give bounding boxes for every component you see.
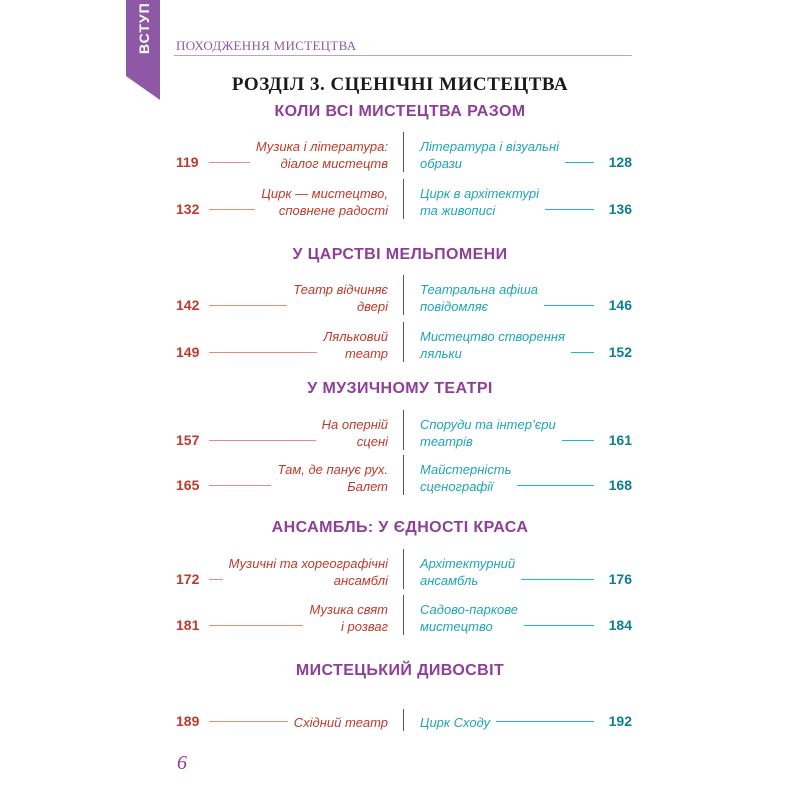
right-topic-title: [420, 328, 565, 362]
left-page-number: 165: [176, 477, 200, 493]
left-topic-line: ансамблі: [333, 573, 388, 588]
left-page-number: 181: [176, 617, 200, 633]
center-divider: [403, 275, 404, 315]
right-leader-line: [517, 485, 594, 486]
right-topic-line: Садово-паркове: [420, 602, 518, 617]
right-topic-line: Література і візуальні: [420, 139, 560, 154]
toc-row[interactable]: [0, 408, 800, 454]
left-topic-line: Східний театр: [293, 715, 388, 730]
left-topic-title: [294, 714, 388, 731]
right-topic-line: сценографії: [420, 479, 494, 494]
right-topic-line: Майстерність: [420, 462, 512, 477]
right-topic-title: [420, 281, 538, 315]
left-topic-line: діалог мистецтв: [280, 156, 388, 171]
right-topic-line: Мистецтво створення: [420, 329, 565, 344]
left-topic-line: Там, де панує рух.: [277, 462, 388, 477]
center-divider: [403, 455, 404, 495]
left-topic-title: [309, 601, 388, 635]
center-divider: [403, 179, 404, 219]
toc-row[interactable]: [0, 320, 800, 366]
left-leader-line: [209, 352, 317, 353]
left-page-number: 132: [176, 201, 200, 217]
left-topic-line: сцені: [356, 434, 388, 449]
left-topic-line: і розваг: [341, 619, 388, 634]
right-topic-line: Театральна афіша: [420, 282, 538, 297]
right-leader-line: [545, 209, 594, 210]
right-topic-line: Архітектурний: [420, 556, 516, 571]
running-header: ПОХОДЖЕННЯ МИСТЕЦТВА: [176, 38, 357, 53]
left-topic-line: Ляльковий: [323, 329, 388, 344]
section-title: АНСАМБЛЬ: У ЄДНОСТІ КРАСА: [271, 519, 529, 536]
left-topic-line: Театр відчиняє: [293, 282, 388, 297]
left-topic-title: [277, 461, 388, 495]
right-topic-title: [420, 555, 515, 589]
right-page-number: 168: [608, 477, 632, 493]
left-topic-line: На оперній: [321, 417, 388, 432]
left-topic-title: [293, 281, 388, 315]
section-title: У МУЗИЧНОМУ ТЕАТРІ: [307, 380, 493, 397]
left-leader-line: [209, 209, 255, 210]
toc-row[interactable]: [0, 547, 800, 593]
center-divider: [403, 549, 404, 589]
left-leader-line: [209, 579, 223, 580]
right-page-number: 192: [608, 713, 632, 729]
right-topic-line: та живописі: [420, 203, 496, 218]
right-topic-line: ляльки: [420, 346, 462, 361]
left-leader-line: [209, 625, 303, 626]
right-topic-line: Цирк в архітектурі: [420, 186, 539, 201]
right-page-number: 176: [608, 571, 632, 587]
page-number: 6: [177, 752, 187, 774]
toc-row[interactable]: [0, 453, 800, 499]
left-page-number: 172: [176, 571, 200, 587]
left-page-number: 142: [176, 297, 200, 313]
left-topic-title: [229, 555, 388, 589]
left-topic-title: [322, 416, 388, 450]
right-topic-title: [420, 185, 539, 219]
right-topic-title: [420, 461, 511, 495]
left-topic-line: двері: [356, 299, 388, 314]
right-topic-title: [420, 601, 518, 635]
toc-row[interactable]: [0, 593, 800, 639]
right-leader-line: [496, 721, 594, 722]
side-tab-label: ВСТУП: [136, 2, 152, 54]
right-topic-line: образи: [420, 156, 462, 171]
right-topic-title: [420, 714, 490, 731]
left-page-number: 189: [176, 713, 200, 729]
toc-row[interactable]: [0, 689, 800, 735]
right-topic-line: повідомляє: [420, 299, 489, 314]
left-leader-line: [209, 305, 287, 306]
left-topic-line: театр: [344, 346, 388, 361]
center-divider: [403, 322, 404, 362]
section-title: МИСТЕЦЬКИЙ ДИВОСВІТ: [295, 662, 505, 679]
center-divider: [403, 595, 404, 635]
right-topic-line: Споруди та інтер’єри: [420, 417, 556, 432]
right-leader-line: [521, 579, 594, 580]
right-page-number: 161: [608, 432, 632, 448]
right-leader-line: [524, 625, 594, 626]
left-leader-line: [209, 440, 316, 441]
section-title: У ЦАРСТВІ МЕЛЬПОМЕНИ: [292, 246, 508, 263]
left-leader-line: [209, 485, 271, 486]
left-page-number: 157: [176, 432, 200, 448]
right-leader-line: [562, 440, 594, 441]
center-divider: [403, 709, 404, 731]
right-topic-title: [420, 416, 556, 450]
right-page-number: 136: [608, 201, 632, 217]
right-leader-line: [565, 162, 594, 163]
left-topic-line: Музика і література:: [255, 139, 388, 154]
right-topic-line: ансамбль: [420, 573, 479, 588]
center-divider: [403, 410, 404, 450]
right-page-number: 184: [608, 617, 632, 633]
left-topic-line: сповнене радості: [278, 203, 388, 218]
right-page-number: 128: [608, 154, 632, 170]
right-page-number: 152: [608, 344, 632, 360]
chapter-title: РОЗДІЛ 3. СЦЕНІЧНІ МИСТЕЦТВА: [231, 74, 569, 95]
left-leader-line: [209, 721, 288, 722]
header-divider: [174, 55, 632, 56]
left-page-number: 119: [176, 154, 199, 170]
right-topic-line: Цирк Сходу: [420, 715, 491, 730]
right-topic-line: мистецтво: [420, 619, 493, 634]
toc-row[interactable]: [0, 177, 800, 223]
left-topic-title: [261, 185, 388, 219]
section-title: КОЛИ ВСІ МИСТЕЦТВА РАЗОМ: [274, 103, 526, 120]
left-topic-line: Цирк — мистецтво,: [261, 186, 388, 201]
toc-row[interactable]: [0, 130, 800, 176]
left-topic-line: Музичні та хореографічні: [228, 556, 388, 571]
left-page-number: 149: [176, 344, 200, 360]
right-page-number: 146: [608, 297, 632, 313]
left-topic-title: [256, 138, 388, 172]
right-leader-line: [571, 352, 594, 353]
center-divider: [403, 132, 404, 172]
toc-row[interactable]: [0, 273, 800, 319]
right-topic-title: [420, 138, 559, 172]
right-topic-line: театрів: [420, 434, 473, 449]
right-leader-line: [544, 305, 594, 306]
left-leader-line: [209, 162, 250, 163]
left-topic-line: Балет: [347, 479, 388, 494]
left-topic-line: Музика свят: [309, 602, 388, 617]
left-topic-title: [323, 328, 388, 362]
